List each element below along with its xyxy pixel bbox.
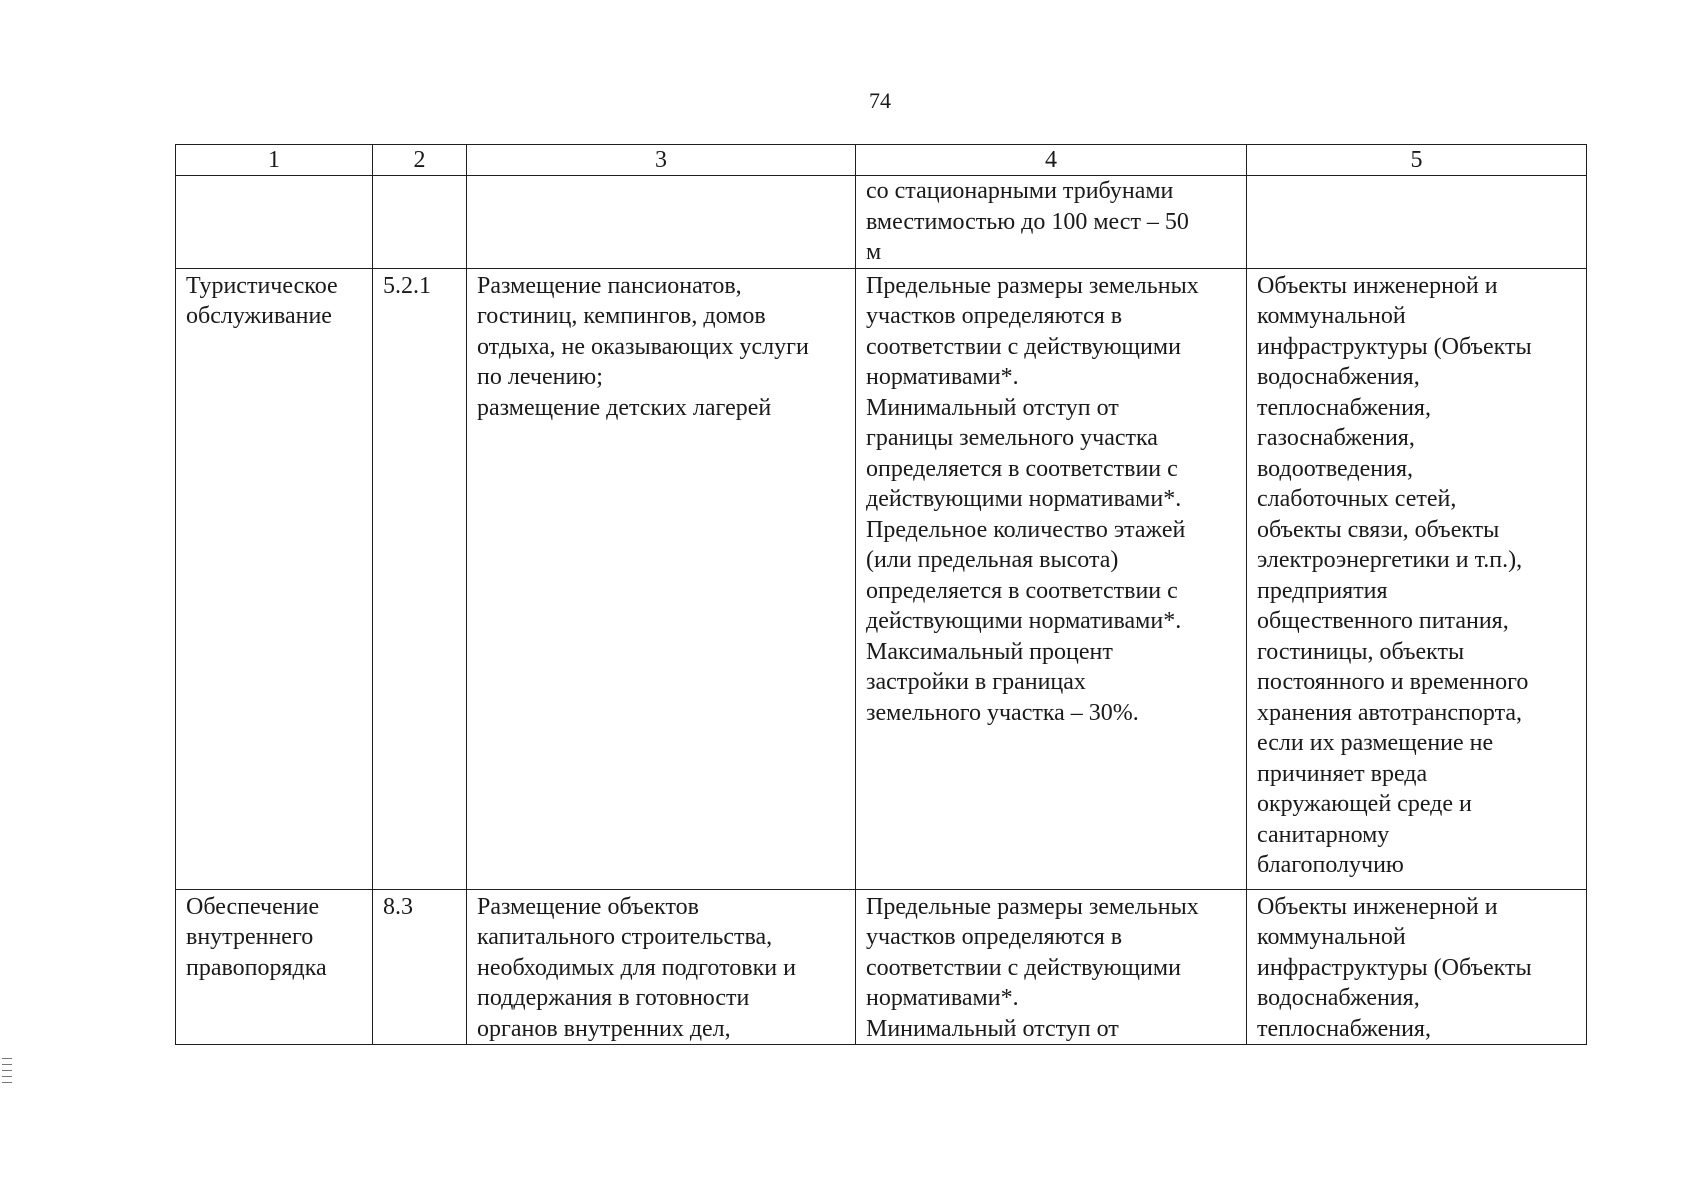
column-header-5: 5 bbox=[1247, 145, 1587, 176]
table-cell: Размещение объектов капитального строительства, необходимых для подготовки и поддержания в готовности органов внутренних дел, bbox=[467, 889, 856, 1045]
table-row-continuation bbox=[176, 176, 1587, 269]
table-cell: Туристическое обслуживание bbox=[176, 268, 373, 889]
column-header-1: 1 bbox=[176, 145, 373, 176]
scan-margin-marks bbox=[2, 1058, 12, 1088]
table-row-internal-order bbox=[176, 889, 1587, 1045]
land-use-table bbox=[175, 144, 1587, 1045]
table-cell: Размещение пансионатов, гостиниц, кемпингов, домов отдыха, не оказывающих услуги по лечению; размещение детских лагерей bbox=[467, 268, 856, 889]
table-cell bbox=[373, 176, 467, 269]
table-cell bbox=[176, 176, 373, 269]
column-header-3: 3 bbox=[467, 145, 856, 176]
table-cell: 5.2.1 bbox=[373, 268, 467, 889]
table-cell: Объекты инженерной и коммунальной инфраструктуры (Объекты водоснабжения, теплоснабжения, bbox=[1247, 889, 1587, 1045]
table-cell bbox=[1247, 176, 1587, 269]
table-cell: со стационарными трибунами вместимостью до 100 мест – 50 м bbox=[856, 176, 1247, 269]
page-number: 74 bbox=[869, 88, 891, 113]
table-cell: Объекты инженерной и коммунальной инфраструктуры (Объекты водоснабжения, теплоснабжения, газоснабжения, водоотведения, слаботочных сетей, объекты связи, объекты электроэнергетики и т.п.), предприятия общественного питания, гостиницы, объекты постоянного и временного хранения автотранспорта, если их размещение не причиняет вреда окружающей среде и санитарному благополучию bbox=[1247, 268, 1587, 889]
column-header-4: 4 bbox=[856, 145, 1247, 176]
column-header-2: 2 bbox=[373, 145, 467, 176]
table-row-tourist-service bbox=[176, 268, 1587, 889]
table-cell: 8.3 bbox=[373, 889, 467, 1045]
table-cell bbox=[467, 176, 856, 269]
table-cell: Обеспечение внутреннего правопорядка bbox=[176, 889, 373, 1045]
table-header-row bbox=[176, 145, 1587, 176]
table-cell: Предельные размеры земельных участков определяются в соответствии с действующими нормативами*. Минимальный отступ от границы земельного участка определяется в соответствии с действующими нормативами*. Предельное количество этажей (или предельная высота) определяется в соответствии с действующими нормативами*. Максимальный процент застройки в границах земельного участка – 30%. bbox=[856, 268, 1247, 889]
table-cell: Предельные размеры земельных участков определяются в соответствии с действующими нормативами*. Минимальный отступ от bbox=[856, 889, 1247, 1045]
